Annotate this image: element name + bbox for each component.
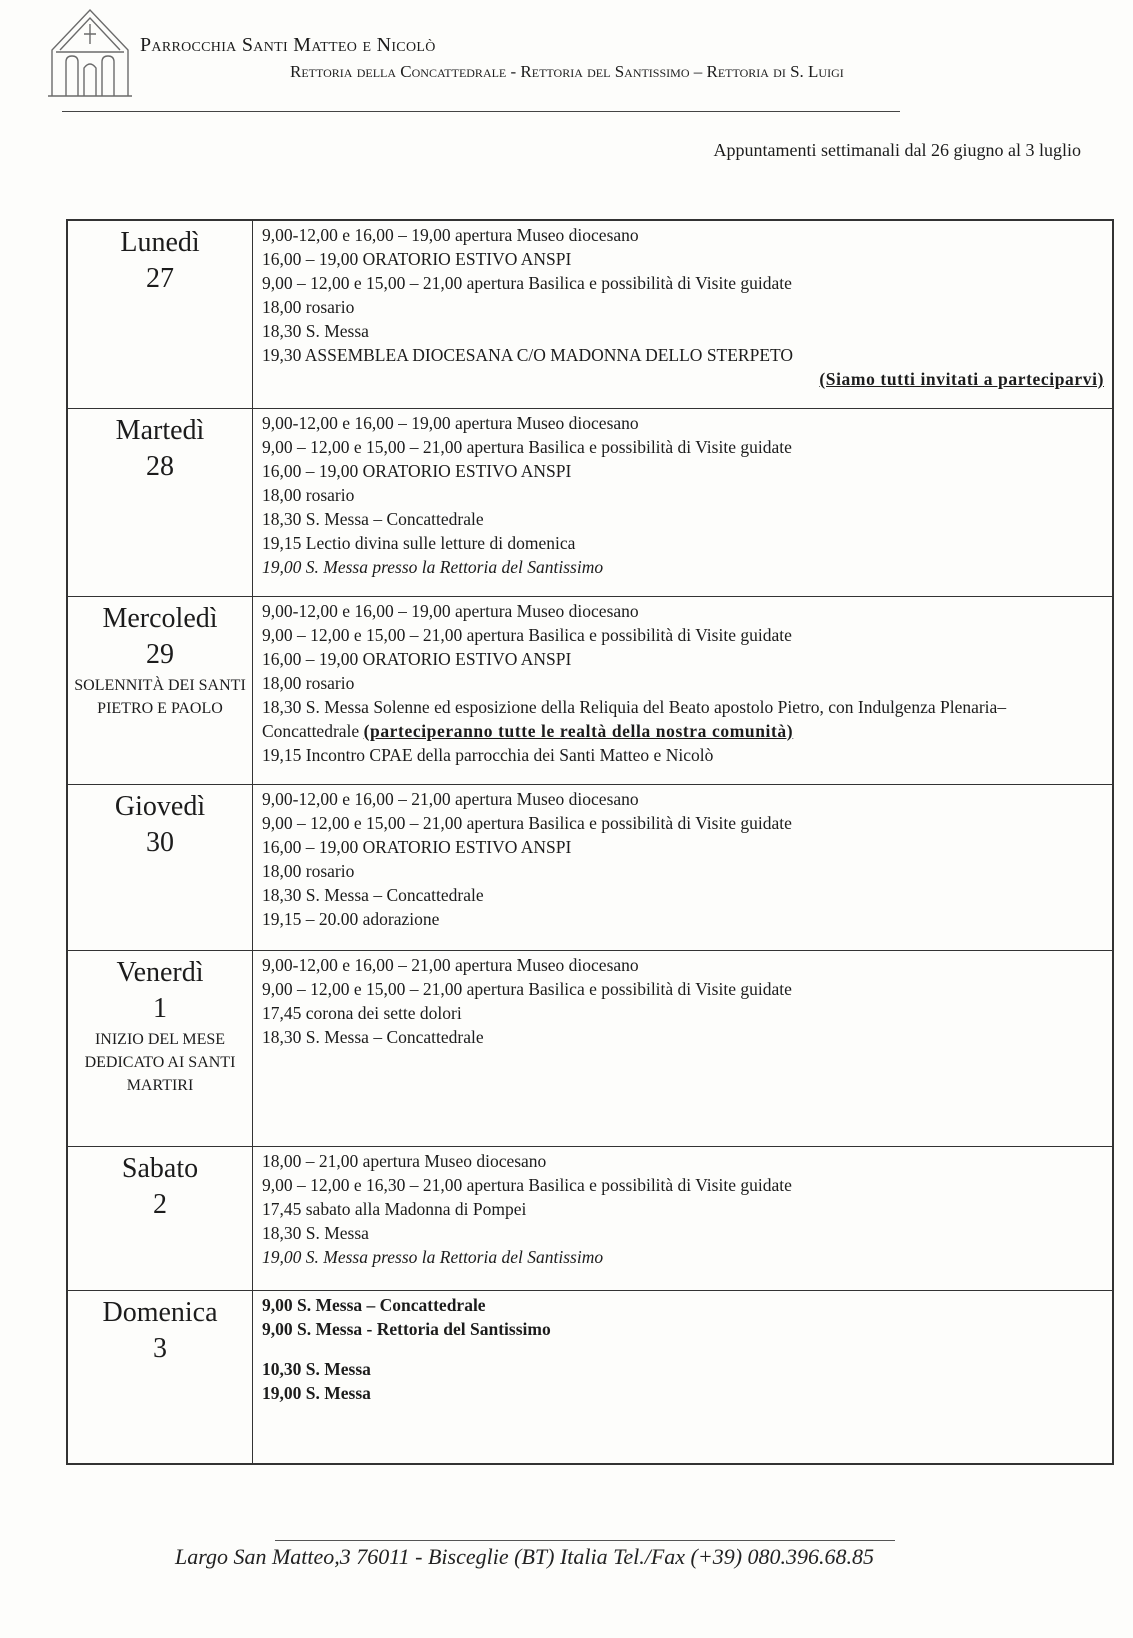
day-number: 27 bbox=[146, 263, 174, 294]
event-line: 16,00 – 19,00 ORATORIO ESTIVO ANSPI bbox=[262, 648, 572, 669]
event-line: 9,00 – 12,00 e 15,00 – 21,00 apertura Basilica e possibilità di Visite guidate bbox=[262, 624, 792, 645]
event-line: 18,30 S. Messa – Concattedrale bbox=[262, 508, 484, 529]
day-cell bbox=[67, 408, 253, 596]
day-name: Sabato bbox=[121, 1152, 199, 1184]
day-cell bbox=[67, 1146, 253, 1290]
day-cell bbox=[67, 1290, 253, 1464]
event-line: 16,00 – 19,00 ORATORIO ESTIVO ANSPI bbox=[262, 249, 572, 269]
event-line: 9,00-12,00 e 16,00 – 19,00 apertura Museo diocesano bbox=[262, 412, 639, 433]
parish-subtitle: Rettoria della Concattedrale - Rettoria del Santissimo – Rettoria di S. Luigi bbox=[290, 62, 844, 81]
event-line: 9,00-12,00 e 16,00 – 21,00 apertura Museo diocesano bbox=[262, 954, 639, 975]
event-line: 9,00 S. Messa - Rettoria del Santissimo bbox=[262, 1318, 551, 1339]
event-line: 9,00 – 12,00 e 16,30 – 21,00 apertura Basilica e possibilità di Visite guidate bbox=[262, 1174, 792, 1195]
event-line: 16,00 – 19,00 ORATORIO ESTIVO ANSPI bbox=[262, 460, 572, 481]
day-name: Domenica bbox=[102, 1296, 218, 1328]
day-cell bbox=[67, 220, 253, 408]
parish-logo bbox=[46, 4, 134, 100]
events-cell bbox=[253, 596, 1114, 784]
day-cell bbox=[67, 784, 253, 950]
event-line: 9,00-12,00 e 16,00 – 19,00 apertura Museo diocesano bbox=[262, 600, 639, 621]
day-number: 29 bbox=[146, 638, 174, 670]
week-range: Appuntamenti settimanali dal 26 giugno al 3 luglio bbox=[713, 140, 1081, 160]
footer-address: Largo San Matteo,3 76011 - Bisceglie (BT) Italia Tel./Fax (+39) 080.396.68.85 bbox=[175, 1544, 875, 1569]
event-line: 9,00 – 12,00 e 15,00 – 21,00 apertura Basilica e possibilità di Visite guidate bbox=[262, 978, 792, 999]
table-row bbox=[67, 596, 1113, 784]
weekly-schedule-table bbox=[66, 219, 1114, 1465]
day-name: Mercoledì bbox=[102, 602, 218, 634]
event-line: 19,30 ASSEMBLEA DIOCESANA C/O MADONNA DELLO STERPETO bbox=[262, 345, 794, 365]
event-line: 18,30 S. Messa bbox=[262, 321, 369, 341]
event-line: 18,30 S. Messa bbox=[262, 1222, 369, 1243]
event-line: 18,00 rosario bbox=[262, 484, 355, 505]
event-line: 18,30 S. Messa Solenne ed esposizione della Reliquia del Beato apostolo Pietro, con Indulgenza Plenaria– Concattedrale (parteciperanno tutte le realtà della nostra comunità) bbox=[262, 696, 1007, 741]
table-row bbox=[67, 1290, 1113, 1464]
event-line: 19,00 S. Messa bbox=[262, 1382, 371, 1403]
event-line: 18,30 S. Messa – Concattedrale bbox=[262, 1026, 484, 1047]
event-line: 10,30 S. Messa bbox=[262, 1358, 371, 1379]
event-line: 17,45 corona dei sette dolori bbox=[262, 1002, 462, 1023]
event-line: 18,00 rosario bbox=[262, 672, 355, 693]
event-line: 19,15 – 20.00 adorazione bbox=[262, 908, 440, 929]
day-number: 28 bbox=[146, 450, 174, 482]
events-cell bbox=[253, 1290, 1114, 1464]
event-line: 9,00 – 12,00 e 15,00 – 21,00 apertura Basilica e possibilità di Visite guidate bbox=[262, 273, 792, 293]
event-line: 9,00-12,00 e 16,00 – 19,00 apertura Museo diocesano bbox=[262, 225, 639, 245]
event-line: 19,00 S. Messa presso la Rettoria del Santissimo bbox=[262, 556, 604, 577]
table-row bbox=[67, 784, 1113, 950]
event-line: 17,45 sabato alla Madonna di Pompei bbox=[262, 1198, 527, 1219]
event-line: 9,00 – 12,00 e 15,00 – 21,00 apertura Basilica e possibilità di Visite guidate bbox=[262, 436, 792, 457]
table-row bbox=[67, 220, 1113, 408]
events-cell bbox=[253, 408, 1114, 596]
event-line: 19,15 Incontro CPAE della parrocchia dei Santi Matteo e Nicolò bbox=[262, 744, 714, 765]
table-row bbox=[67, 408, 1113, 596]
day-name: Venerdì bbox=[116, 956, 204, 988]
day-name: Giovedì bbox=[114, 790, 206, 822]
table-row bbox=[67, 1146, 1113, 1290]
event-line: 18,00 – 21,00 apertura Museo diocesano bbox=[262, 1150, 547, 1171]
day-note: INIZIO DEL MESE DEDICATO AI SANTI MARTIRI bbox=[84, 1030, 236, 1094]
event-line: 19,00 S. Messa presso la Rettoria del Santissimo bbox=[262, 1246, 604, 1267]
events-cell bbox=[253, 950, 1114, 1146]
day-name: Lunedì bbox=[120, 227, 200, 258]
event-line: 19,15 Lectio divina sulle letture di domenica bbox=[262, 532, 576, 553]
event-line: 18,30 S. Messa – Concattedrale bbox=[262, 884, 484, 905]
table-row bbox=[67, 950, 1113, 1146]
day-name: Martedì bbox=[115, 414, 205, 446]
event-line: 9,00 – 12,00 e 15,00 – 21,00 apertura Basilica e possibilità di Visite guidate bbox=[262, 812, 792, 833]
event-line: 9,00 S. Messa – Concattedrale bbox=[262, 1294, 486, 1315]
event-line: 16,00 – 19,00 ORATORIO ESTIVO ANSPI bbox=[262, 836, 572, 857]
day-number: 30 bbox=[146, 826, 174, 858]
parish-title: Parrocchia Santi Matteo e Nicolò bbox=[140, 34, 436, 56]
events-cell bbox=[253, 1146, 1114, 1290]
event-line: 18,00 rosario bbox=[262, 860, 355, 881]
invitation-note: (Siamo tutti invitati a parteciparvi) bbox=[819, 369, 1104, 389]
day-number: 1 bbox=[153, 992, 167, 1024]
event-line: 9,00-12,00 e 16,00 – 21,00 apertura Museo diocesano bbox=[262, 788, 639, 809]
day-note: SOLENNITÀ DEI SANTI PIETRO E PAOLO bbox=[74, 676, 246, 717]
events-cell bbox=[253, 220, 1114, 408]
footer-divider bbox=[275, 1540, 895, 1541]
day-number: 2 bbox=[153, 1188, 167, 1220]
event-line: 18,00 rosario bbox=[262, 297, 355, 317]
day-number: 3 bbox=[153, 1332, 167, 1364]
events-cell bbox=[253, 784, 1114, 950]
header-divider bbox=[62, 111, 900, 112]
day-cell bbox=[67, 950, 253, 1146]
community-note: (parteciperanno tutte le realtà della nostra comunità) bbox=[363, 720, 794, 741]
day-cell bbox=[67, 596, 253, 784]
